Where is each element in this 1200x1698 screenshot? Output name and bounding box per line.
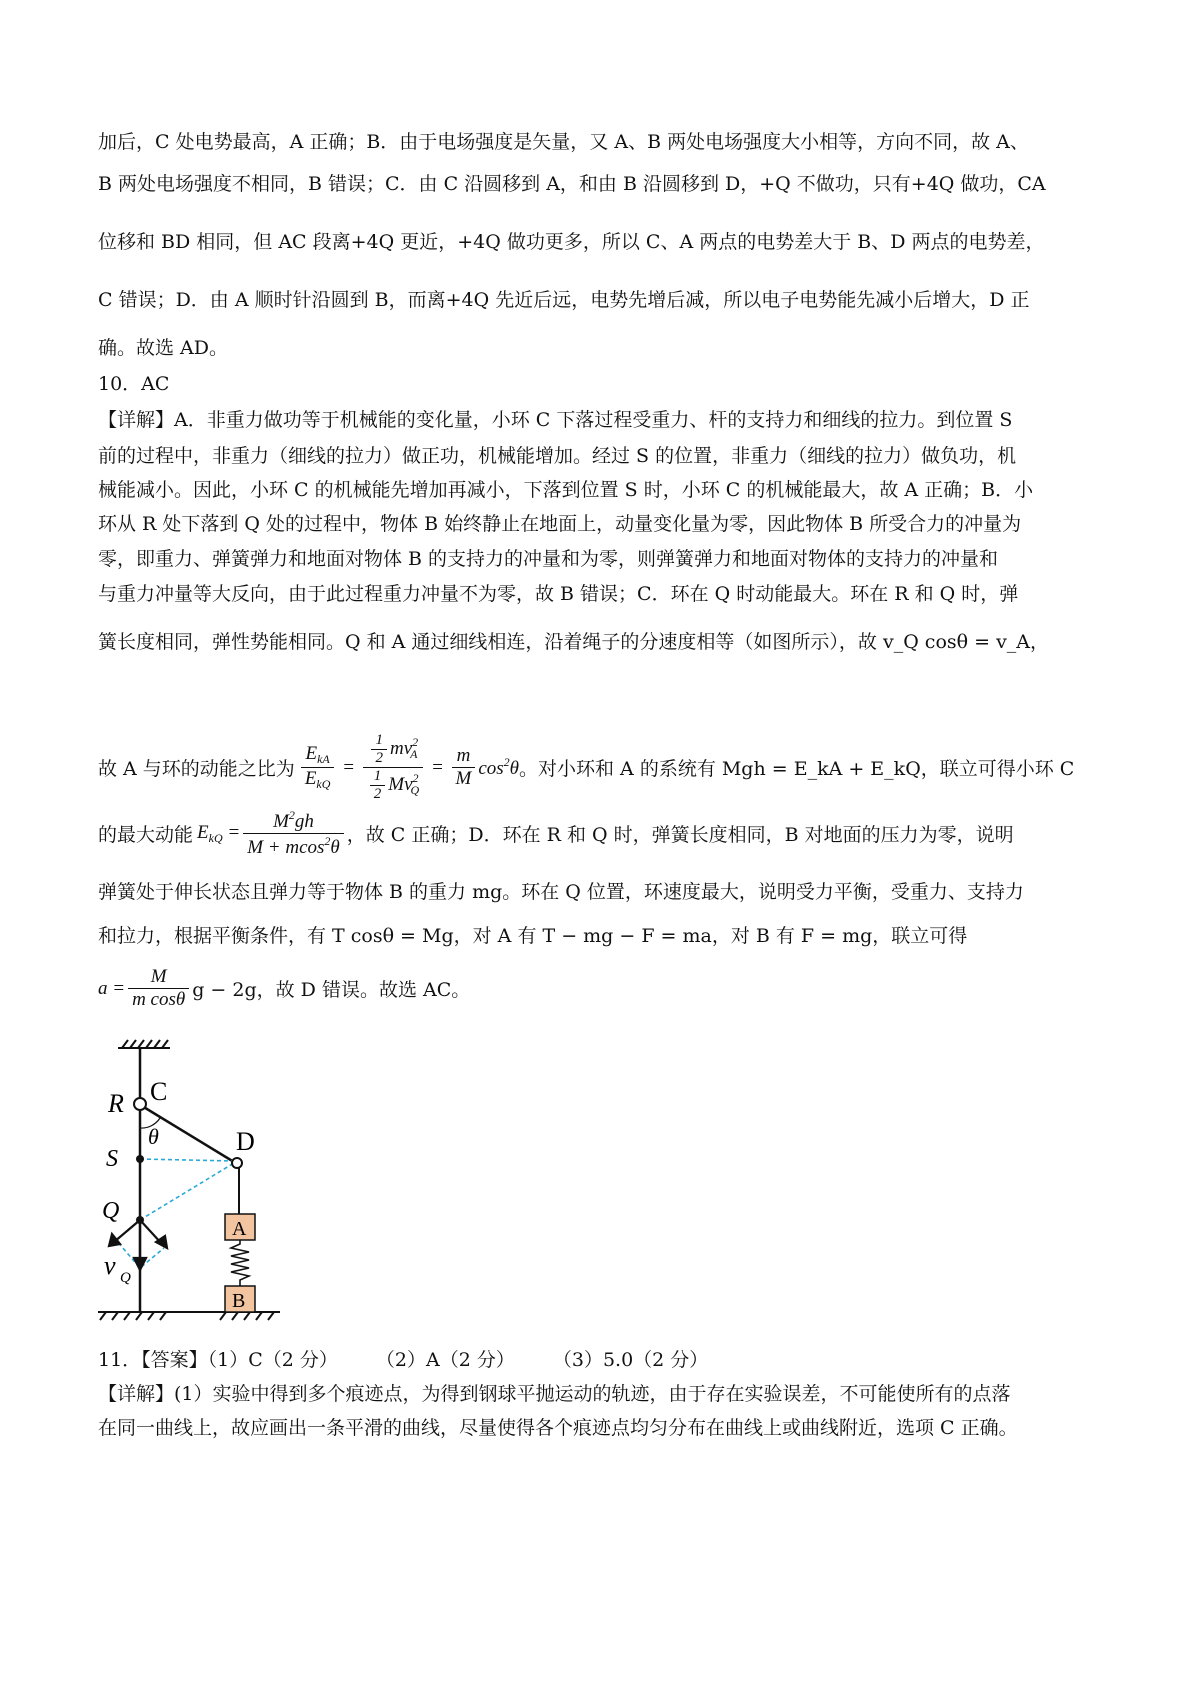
- text-line-8: 前的过程中，非重力（细线的拉力）做正功，机械能增加。经过 S 的位置，非重力（细线的拉力）做负功，机: [98, 445, 1017, 467]
- velocity-arrows: [109, 1220, 167, 1270]
- spring: [231, 1240, 249, 1286]
- eq1-prefix: 故 A 与环的动能之比为: [98, 758, 295, 780]
- question-11-detail-1: 【详解】(1）实验中得到多个痕迹点，为得到钢球平抛运动的轨迹，由于存在实验误差，不可能使所有的点落: [98, 1383, 1011, 1405]
- text-line-10: 环从 R 处下落到 Q 处的过程中，物体 B 始终静止在地面上，动量变化量为零，因此物体 B 所受合力的冲量为: [98, 513, 1022, 535]
- text-line-7: 【详解】A．非重力做功等于机械能的变化量，小环 C 下落过程受重力、杆的支持力和细线的拉力。到位置 S: [98, 409, 1013, 431]
- dashed-s-to-d: [140, 1159, 234, 1161]
- equation-max-kinetic-energy: 的最大动能 $E_{kQ}$ = $\frac{M^2gh}{M + mcos^2\theta}$ ，故 C 正确；D．环在 R 和 Q 时，弹簧长度相同，B 对地面的压力为零，说明: [98, 808, 1014, 858]
- point-s: [136, 1155, 144, 1163]
- label-vq: v: [104, 1251, 116, 1280]
- text-line-3: 位移和 BD 相同，但 AC 段离+4Q 更近，+4Q 做功更多，所以 C、A 两点的电势差大于 B、D 两点的电势差，: [98, 231, 1045, 253]
- text-line-4: C 错误；D．由 A 顺时针沿圆到 B，而离+4Q 先近后远，电势先增后减，所以电子电势能先减小后增大，D 正: [98, 289, 1030, 311]
- text-line-1: 加后，C 处电势最高，A 正确；B．由于电场强度是矢量，又 A、B 两处电场强度大小相等，方向不同，故 A、: [98, 131, 1029, 153]
- label-q: Q: [102, 1198, 120, 1224]
- label-s: S: [106, 1146, 118, 1172]
- ring-c: [134, 1098, 146, 1110]
- eq2-suffix: ，故 C 正确；D．环在 R 和 Q 时，弹簧长度相同，B 对地面的压力为零，说明: [346, 824, 1014, 846]
- question-11-answer: 11．【答案】（1）C（2 分） （2）A（2 分） （3）5.0（2 分）: [98, 1349, 709, 1371]
- equation-energy-ratio: 故 A 与环的动能之比为 $\frac{E_{kA}}{E_{kQ}}$ = $\frac{1}{2}$ $mv^2_A$ $\frac{1}{2}$ $Mv^2_Q$ = $\frac{m}{M}$ $\cos^2\theta$ 。对小环和 A 的系统有 Mgh = E_kA + E_kQ，联立可得小环 C: [98, 732, 1075, 802]
- dashed-q-to-d: [140, 1163, 234, 1220]
- label-c: C: [150, 1077, 168, 1106]
- pulley-d: [232, 1158, 242, 1168]
- label-b: B: [232, 1290, 246, 1312]
- ground: [98, 1312, 280, 1320]
- question-10-answer: 10．AC: [98, 373, 170, 395]
- physics-diagram: [90, 1036, 300, 1326]
- text-line-12: 与重力冲量等大反向，由于此过程重力冲量不为零，故 B 错误；C．环在 Q 时动能最大。环在 R 和 Q 时，弹: [98, 583, 1019, 605]
- text-line-11: 零，即重力、弹簧弹力和地面对物体 B 的支持力的冲量和为零，则弹簧弹力和地面对物体的支持力的冲量和: [98, 548, 999, 570]
- eq2-prefix: 的最大动能: [98, 824, 194, 846]
- label-d: D: [236, 1127, 255, 1156]
- question-11-detail-2: 在同一曲线上，故应画出一条平滑的曲线，尽量使得各个痕迹点均匀分布在曲线上或曲线附近，选项 C 正确。: [98, 1417, 1018, 1439]
- eq1-suffix: 。对小环和 A 的系统有 Mgh = E_kA + E_kQ，联立可得小环 C: [519, 758, 1075, 780]
- eq3-suffix: g − 2g，故 D 错误。故选 AC。: [192, 979, 471, 1001]
- ceiling: [118, 1040, 170, 1048]
- text-line-13: 簧长度相同，弹性势能相同。Q 和 A 通过细线相连，沿着绳子的分速度相等（如图所示），故 v_Q cosθ = v_A，: [98, 631, 1050, 653]
- label-r: R: [108, 1089, 124, 1118]
- text-line-9: 械能减小。因此，小环 C 的机械能先增加再减小，下落到位置 S 时，小环 C 的机械能最大，故 A 正确；B．小: [98, 479, 1034, 501]
- label-vq-sub: Q: [120, 1270, 131, 1286]
- text-line-2: B 两处电场强度不相同，B 错误；C．由 C 沿圆移到 A，和由 B 沿圆移到 D，+Q 不做功，只有+4Q 做功，CA: [98, 173, 1046, 195]
- text-line-after-2: 和拉力，根据平衡条件，有 T cosθ = Mg，对 A 有 T − mg − F = ma，对 B 有 F = mg，联立可得: [98, 925, 968, 947]
- label-a: A: [232, 1218, 247, 1240]
- text-line-5: 确。故选 AD。: [98, 337, 228, 359]
- point-q: [136, 1216, 144, 1224]
- label-theta: θ: [148, 1124, 159, 1149]
- text-line-after-1: 弹簧处于伸长状态且弹力等于物体 B 的重力 mg。环在 Q 位置，环速度最大，说明受力平衡，受重力、支持力: [98, 881, 1024, 903]
- equation-acceleration: a = $\frac{M}{\text{m cosθ}}$ g − 2g，故 D 错误。故选 AC。: [98, 966, 471, 1010]
